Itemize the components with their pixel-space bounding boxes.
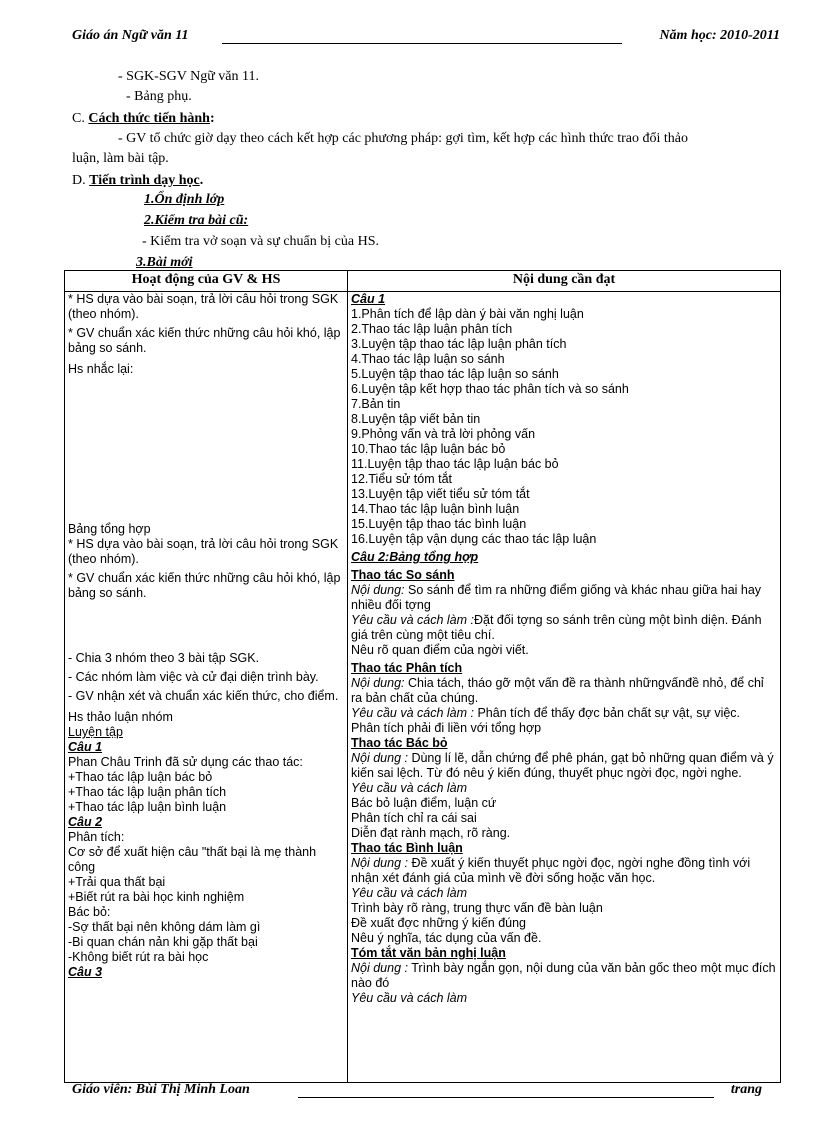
refute-content: [351, 751, 777, 781]
summary-requirements-label: Yêu cầu và cách làm: [351, 991, 468, 1005]
prep-item-1: - SGK-SGV Ngữ văn 11.: [118, 69, 259, 84]
section-c-text-1: - GV tổ chức giờ dạy theo cách kết hợp các phương pháp: gợi tìm, kết hợp các hình thức trao đổi thảo: [118, 131, 688, 146]
compare-title: Thao tác So sánh: [351, 568, 455, 582]
footer-right: trang: [730, 1082, 762, 1097]
content-text: Dùng lí lẽ, dẫn chứng để phê phán, gạt bỏ những quan điểm và ý kiến sai lệch. Từ đó nêu ý kiến đúng, thuyết phục ngời đọc, ngời nghe.: [351, 751, 774, 780]
left-text: Bảng tổng hợp: [68, 522, 151, 536]
list-item: 13.Luyện tập viết tiểu sử tóm tắt: [351, 487, 530, 501]
content-label: Nội dung:: [351, 583, 405, 597]
left-heading: Câu 2: [68, 815, 103, 829]
list-item: 4.Thao tác lập luận so sánh: [351, 352, 505, 366]
list-item: 12.Tiểu sử tóm tắt: [351, 472, 453, 486]
compare-requirements: [351, 613, 777, 643]
list-item: 2.Thao tác lập luận phân tích: [351, 322, 513, 336]
left-text: Phan Châu Trinh đã sử dụng các thao tác:: [68, 755, 303, 769]
summary-title: Tóm tắt văn bản nghị luận: [351, 946, 506, 960]
list-item: 7.Bản tin: [351, 397, 401, 411]
section-d-title: Tiến trình dạy học: [89, 173, 200, 188]
left-text: +Trải qua thất bại: [68, 875, 166, 889]
refute-requirements-label: Yêu cầu và cách làm: [351, 781, 468, 795]
requirements-text: Đặt đối tợng so sánh trên cùng một bình diện. Đánh giá trên cùng một tiêu chí.: [351, 613, 762, 642]
header-left: Giáo án Ngữ văn 11: [72, 28, 189, 43]
lesson-table: [64, 270, 781, 1083]
list-item: 14.Thao tác lập luận bình luận: [351, 502, 520, 516]
list-item: 8.Luyện tập viết bản tin: [351, 412, 481, 426]
list-item: 1.Phân tích để lập dàn ý bài văn nghị luận: [351, 307, 584, 321]
refute-title: Thao tác Bác bỏ: [351, 736, 448, 750]
header-content: Nội dung cần đạt: [348, 271, 781, 292]
prep-item-2: - Bảng phụ.: [126, 89, 192, 104]
left-heading: Luyện tập: [68, 725, 123, 739]
step-2: 2.Kiểm tra bài cũ:: [144, 213, 249, 228]
left-text: +Thao tác lập luận phân tích: [68, 785, 227, 799]
left-text: * GV chuẩn xác kiến thức những câu hỏi khó, lập bảng so sánh.: [68, 571, 341, 600]
comment-req-1: Trình bày rõ ràng, trung thực vấn đề bàn luận: [351, 901, 603, 915]
content-label: Nội dung :: [351, 856, 408, 870]
left-text: Phân tích:: [68, 830, 125, 844]
step-2-text: - Kiểm tra vở soạn và sự chuẩn bị của HS.: [142, 234, 379, 249]
table-row: [65, 292, 781, 1083]
activities-column: [65, 292, 348, 1083]
comment-req-2: Đề xuất đợc những ý kiến đúng: [351, 916, 527, 930]
content-text: Chia tách, tháo gỡ một vấn đề ra thành nhữngvấnđề nhỏ, để chỉ ra bản chất của chúng.: [351, 676, 764, 705]
section-d-dot: .: [199, 173, 204, 188]
left-text: Cơ sở để xuất hiện câu "thất bại là mẹ thành công: [68, 845, 317, 874]
requirements-label: Yêu cầu và cách làm :: [351, 613, 474, 627]
refute-req-2: Phân tích chỉ ra cái sai: [351, 811, 477, 825]
left-text: +Thao tác lập luận bác bỏ: [68, 770, 213, 784]
analysis-title: Thao tác Phân tích: [351, 661, 463, 675]
analysis-requirements-2: Phân tích phải đi liền với tổng hợp: [351, 721, 542, 735]
left-text: * GV chuẩn xác kiến thức những câu hỏi khó, lập bảng so sánh.: [68, 326, 341, 355]
refute-req-3: Diễn đạt rành mạch, rõ ràng.: [351, 826, 511, 840]
compare-requirements-2: Nêu rõ quan điểm của ngời viết.: [351, 643, 529, 657]
list-item: 11.Luyện tập thao tác lập luận bác bỏ: [351, 457, 559, 471]
section-c-colon: :: [209, 111, 215, 126]
footer-left: Giáo viên: Bùi Thị Minh Loan: [72, 1082, 250, 1097]
list-item: 16.Luyện tập vận dụng các thao tác lập luận: [351, 532, 597, 546]
analysis-requirements: [351, 706, 777, 721]
content-text: So sánh để tìm ra những điểm giống và khác nhau giữa hai hay nhiều đối tợng: [351, 583, 762, 612]
left-text: -Bi quan chán nản khi gặp thất bại: [68, 935, 258, 949]
compare-content: [351, 583, 777, 613]
content-text: Trình bày ngắn gọn, nội dung của văn bản gốc theo một mục đích nào đó: [351, 961, 776, 990]
list-item: 9.Phỏng vấn và trả lời phỏng vấn: [351, 427, 536, 441]
left-text: Bác bỏ:: [68, 905, 111, 919]
requirements-text: Phân tích để thấy đợc bản chất sự vật, sự việc.: [473, 706, 741, 720]
list-item: 15.Luyện tập thao tác bình luận: [351, 517, 527, 531]
page-header: [72, 28, 780, 48]
header-right: Năm học: 2010-2011: [659, 28, 780, 43]
content-column: [348, 292, 781, 1083]
header-rule: [222, 43, 622, 44]
content-label: Nội dung:: [351, 676, 405, 690]
analysis-content: [351, 676, 777, 706]
section-c-heading: [72, 110, 215, 127]
content-label: Nội dung :: [351, 751, 408, 765]
left-text: * HS dựa vào bài soạn, trả lời câu hỏi trong SGK (theo nhóm).: [68, 292, 339, 321]
left-text: - Các nhóm làm việc và cử đại diện trình bày.: [68, 670, 319, 684]
section-c-letter: C.: [72, 111, 85, 126]
step-1: 1.Ổn định lớp: [144, 192, 225, 207]
footer-rule: [298, 1097, 714, 1098]
section-d-heading: [72, 172, 203, 189]
cau-1-heading: Câu 1: [351, 292, 386, 306]
comment-title: Thao tác Bình luận: [351, 841, 463, 855]
refute-req-1: Bác bỏ luận điểm, luận cứ: [351, 796, 497, 810]
left-text: - GV nhận xét và chuẩn xác kiến thức, cho điểm.: [68, 689, 339, 703]
left-text: - Chia 3 nhóm theo 3 bài tập SGK.: [68, 651, 260, 665]
left-text: Hs thảo luận nhóm: [68, 710, 173, 724]
page-footer: [72, 1082, 762, 1102]
left-text: -Không biết rút ra bài học: [68, 950, 209, 964]
left-text: Hs nhắc lại:: [68, 362, 134, 376]
header-activities: Hoạt động của GV & HS: [65, 271, 348, 292]
left-text: * HS dựa vào bài soạn, trả lời câu hỏi trong SGK (theo nhóm).: [68, 537, 339, 566]
left-heading: Câu 1: [68, 740, 103, 754]
content-text: Đề xuất ý kiến thuyết phục ngời đọc, ngời nghe đồng tình với nhận xét đánh giá của mình về đời sống hoặc văn học.: [351, 856, 751, 885]
comment-requirements-label: Yêu cầu và cách làm: [351, 886, 468, 900]
left-text: +Biết rút ra bài học kinh nghiệm: [68, 890, 245, 904]
step-3: 3.Bài mới: [136, 255, 193, 270]
summary-content: [351, 961, 777, 991]
list-item: 6.Luyện tập kết hợp thao tác phân tích và so sánh: [351, 382, 629, 396]
cau-2-heading: Câu 2:Bảng tổng hợp: [351, 550, 479, 564]
comment-content: [351, 856, 777, 886]
section-c-title: Cách thức tiến hành: [88, 111, 210, 126]
left-text: -Sợ thất bại nên không dám làm gì: [68, 920, 261, 934]
comment-req-3: Nêu ý nghĩa, tác dụng của vấn đề.: [351, 931, 542, 945]
section-c-text-2: luận, làm bài tập.: [72, 151, 169, 166]
left-text: +Thao tác lập luận bình luận: [68, 800, 227, 814]
left-heading: Câu 3: [68, 965, 103, 979]
list-item: 10.Thao tác lập luận bác bỏ: [351, 442, 506, 456]
requirements-label: Yêu cầu và cách làm :: [351, 706, 474, 720]
section-d-letter: D.: [72, 173, 86, 188]
content-label: Nội dung :: [351, 961, 408, 975]
list-item: 3.Luyện tập thao tác lập luận phân tích: [351, 337, 567, 351]
table-header-row: [65, 271, 781, 292]
list-item: 5.Luyện tập thao tác lập luận so sánh: [351, 367, 559, 381]
